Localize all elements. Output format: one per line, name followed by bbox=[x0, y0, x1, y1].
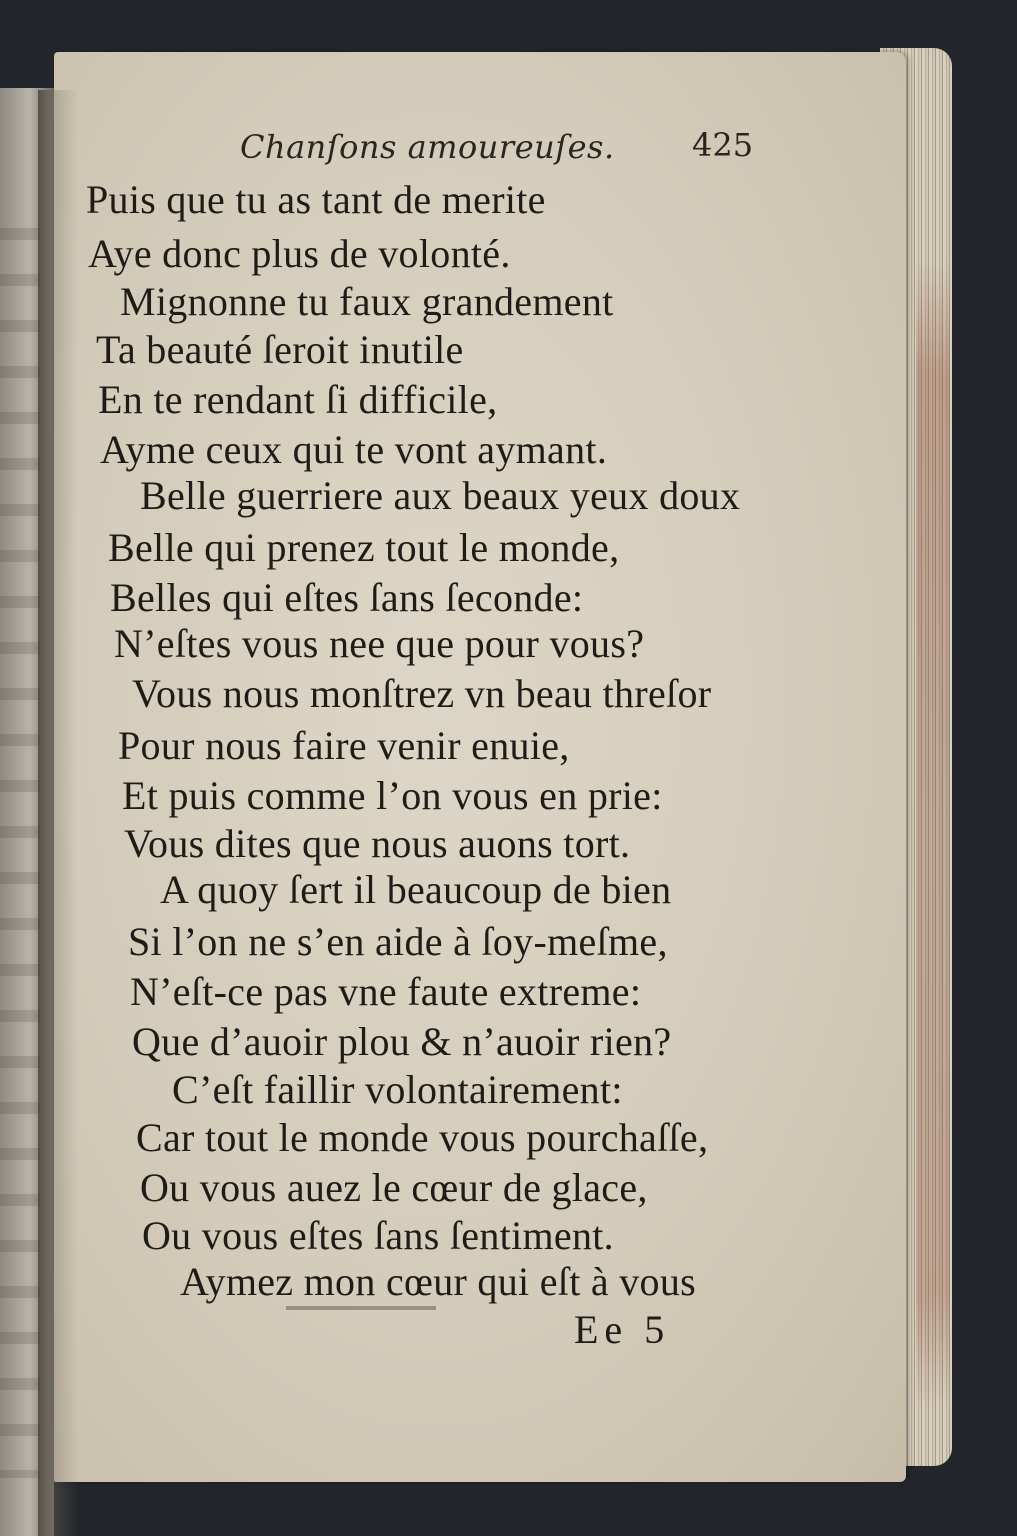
facing-page-text-fragments bbox=[0, 228, 40, 1478]
verse-line-17: N’eſt-ce pas vne faute extreme: bbox=[130, 969, 642, 1014]
verse-line-10: N’eſtes vous nee que pour vous? bbox=[114, 621, 645, 666]
running-title: Chanſons amoureuſes. bbox=[240, 128, 615, 166]
verse-line-5: En te rendant ſi difficile, bbox=[98, 377, 498, 422]
signature-mark: Ee 5 bbox=[574, 1307, 671, 1352]
verse-line-15: A quoy ſert il beaucoup de bien bbox=[160, 867, 672, 912]
ink-underline-smudge bbox=[286, 1306, 436, 1310]
verse-line-9: Belles qui eſtes ſans ſeconde: bbox=[110, 575, 584, 620]
verse-line-7: Belle guerriere aux beaux yeux doux bbox=[140, 473, 741, 518]
verse-line-8: Belle qui prenez tout le monde, bbox=[108, 525, 620, 570]
edge-stain bbox=[916, 260, 950, 1410]
verse-line-21: Ou vous auez le cœur de glace, bbox=[140, 1165, 648, 1210]
verse-line-11: Vous nous monſtrez vn beau threſor bbox=[132, 671, 712, 716]
verse-line-14: Vous dites que nous auons tort. bbox=[124, 821, 631, 866]
verse-line-18: Que d’auoir plou & n’auoir rien? bbox=[132, 1019, 672, 1064]
verse-line-22: Ou vous eſtes ſans ſentiment. bbox=[142, 1213, 614, 1258]
verse-line-19: C’eſt faillir volontairement: bbox=[172, 1067, 623, 1112]
verse-line-1: Puis que tu as tant de merite bbox=[86, 177, 546, 222]
verse-line-6: Ayme ceux qui te vont aymant. bbox=[100, 427, 608, 472]
verse-line-3: Mignonne tu faux grandement bbox=[120, 279, 614, 324]
verse-line-12: Pour nous faire venir enuie, bbox=[118, 723, 570, 768]
verse-line-4: Ta beauté ſeroit inutile bbox=[96, 327, 464, 372]
verse-line-2: Aye donc plus de volonté. bbox=[88, 231, 511, 276]
verse-line-16: Si l’on ne s’en aide à ſoy-meſme, bbox=[128, 919, 668, 964]
verse-line-23: Aymez mon cœur qui eſt à vous bbox=[180, 1259, 697, 1304]
page-number: 425 bbox=[692, 126, 754, 164]
verse-line-20: Car tout le monde vous pourchaſſe, bbox=[136, 1115, 709, 1160]
verse-line-13: Et puis comme l’on vous en prie: bbox=[122, 773, 663, 818]
binding-gutter bbox=[38, 90, 78, 1536]
